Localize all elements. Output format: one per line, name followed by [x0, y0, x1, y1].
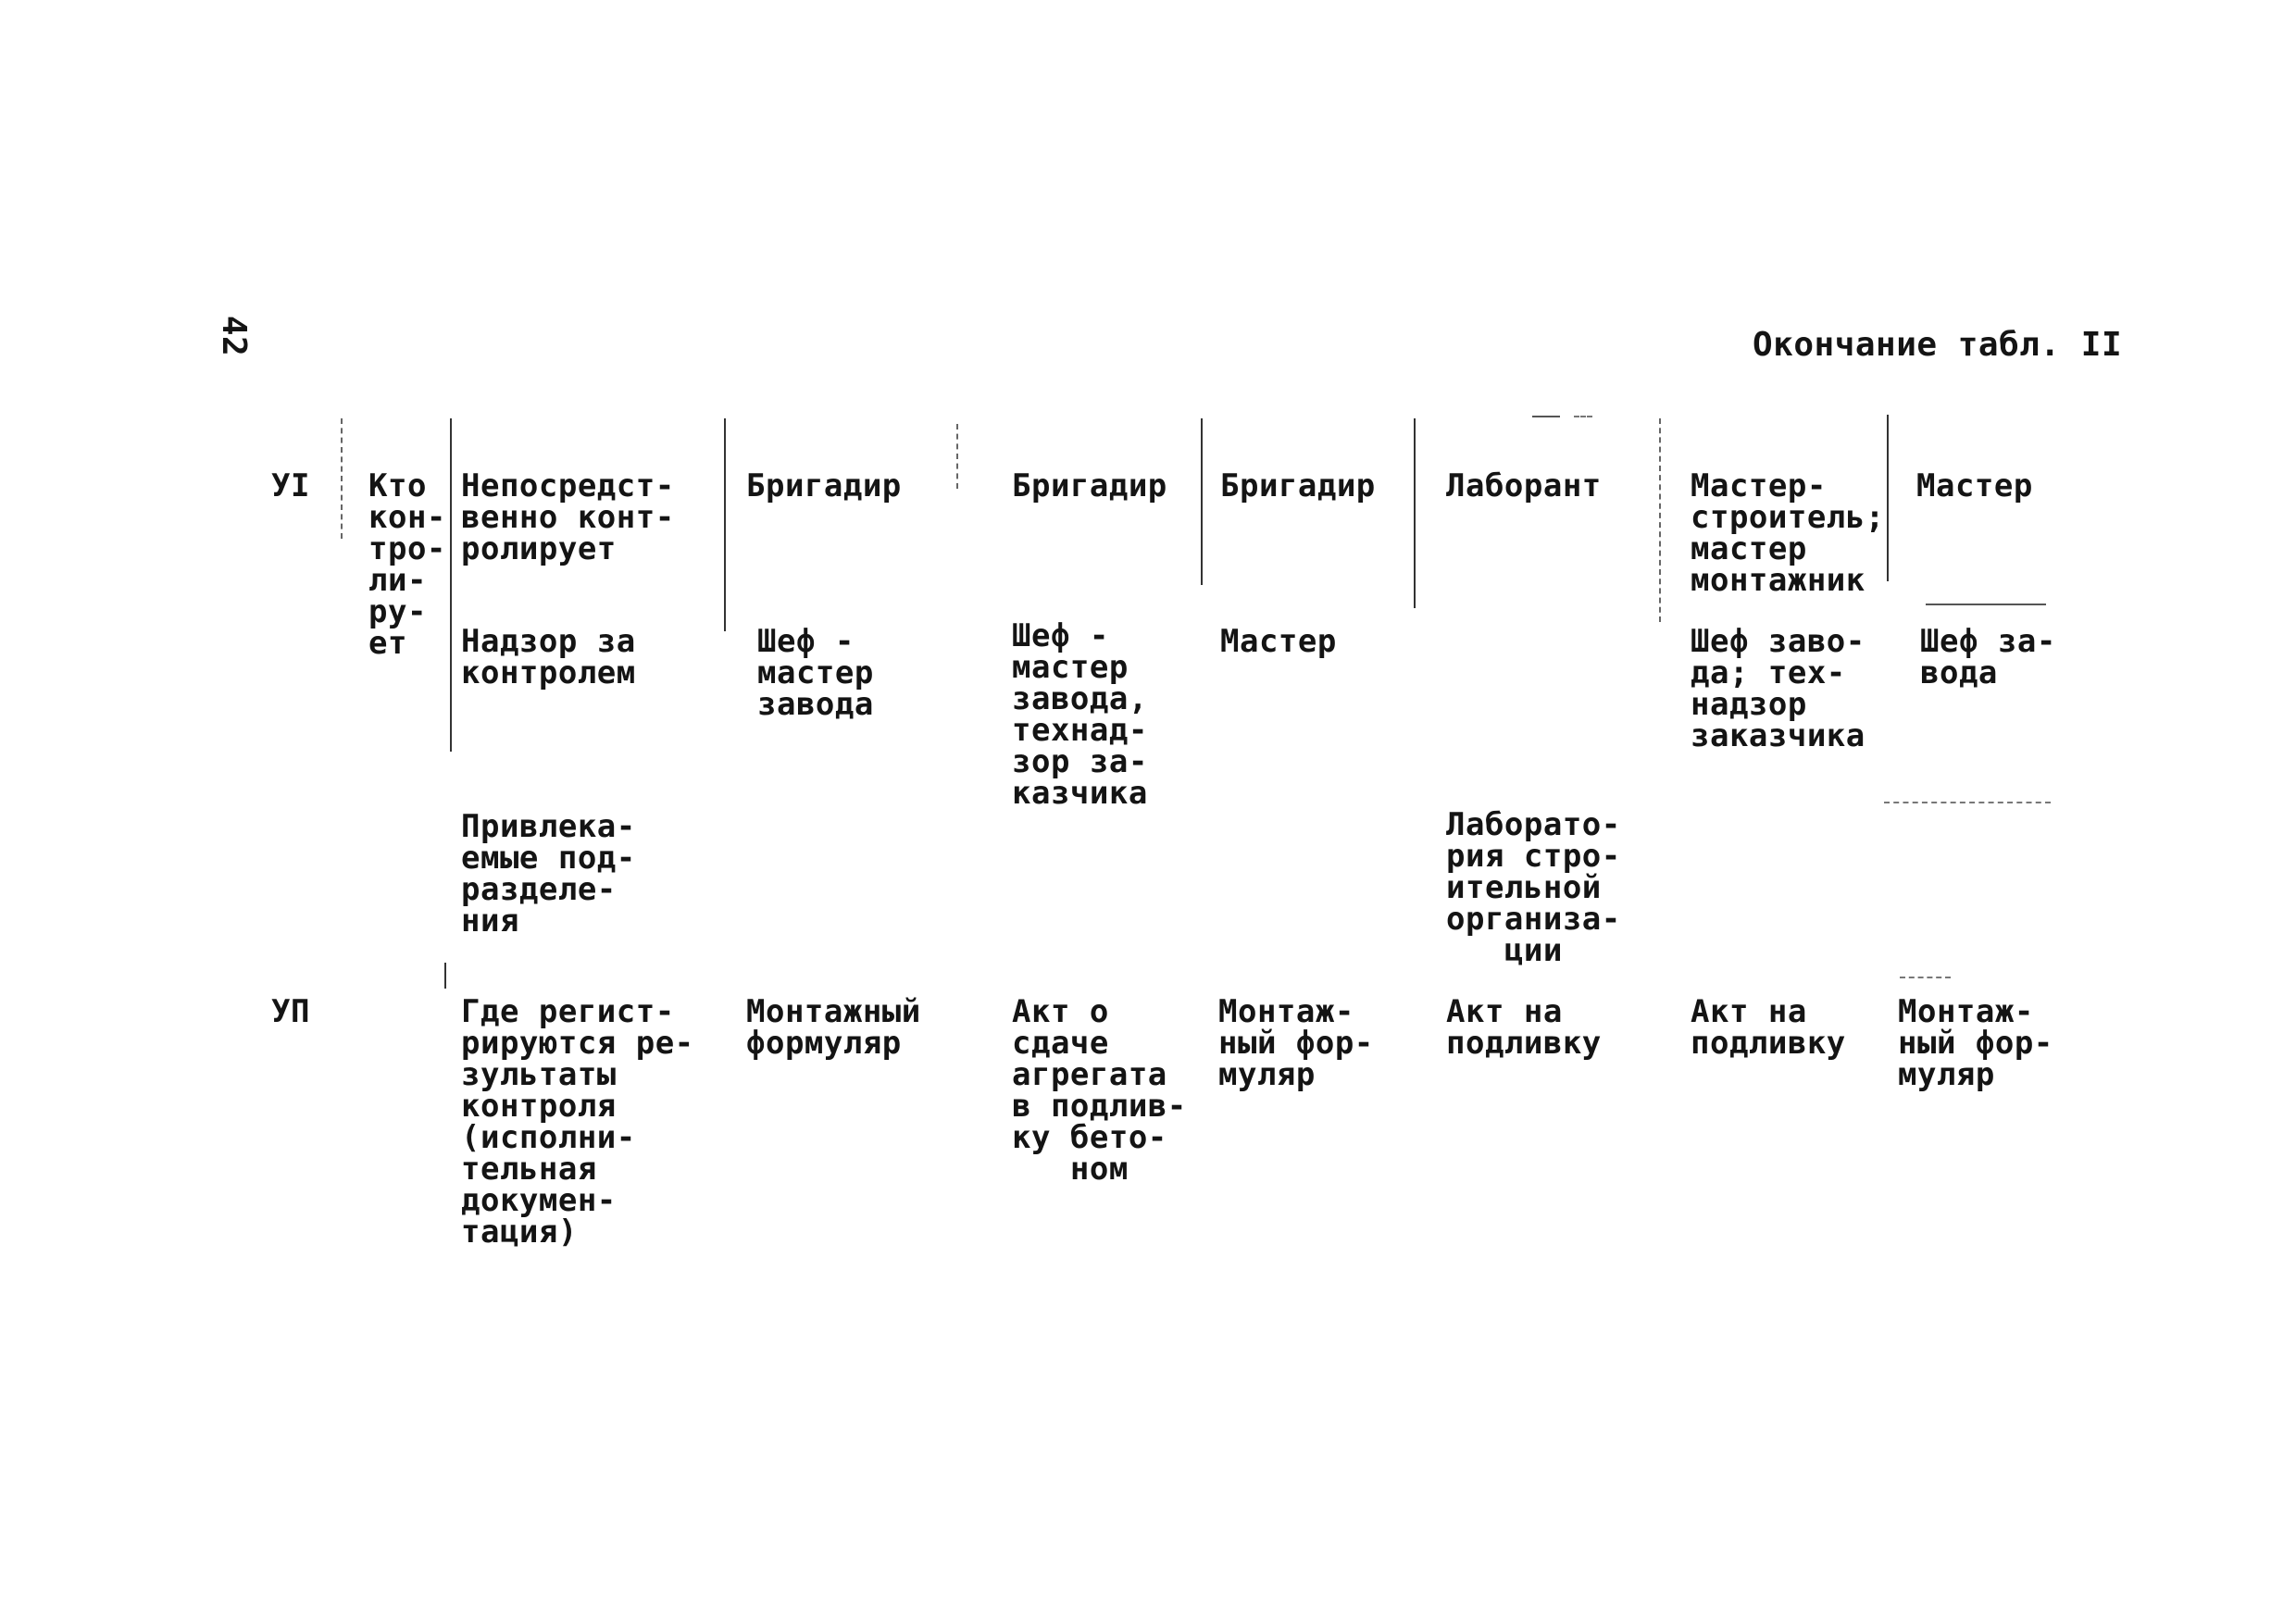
record-cell: Акт на подливку — [1691, 993, 1846, 1062]
record-cell: Монтажный формуляр — [746, 993, 921, 1062]
row-rule — [1926, 604, 2046, 605]
direct-control-cell: Бригадир — [1220, 467, 1376, 504]
supervision-label: Надзор за контролем — [461, 623, 636, 691]
supervision-cell: Шеф за- вода — [1920, 623, 2056, 691]
record-cell: Монтаж- ный фор- муляр — [1898, 993, 2053, 1093]
supervision-cell: Мастер — [1220, 623, 1337, 660]
direct-control-cell: Мастер- строитель; мастер монтажник — [1691, 467, 1885, 599]
column-rule — [1201, 418, 1203, 585]
record-cell: Монтаж- ный фор- муляр — [1218, 993, 1374, 1093]
row-rule — [1900, 977, 1951, 978]
direct-control-cell: Лаборант — [1446, 467, 1602, 504]
row-number-vi: УI — [271, 467, 310, 504]
involved-units-label: Привлека- емые под- разделе- ния — [461, 808, 636, 940]
column-rule — [724, 418, 726, 631]
table-continuation-title: Окончание табл. II — [1753, 326, 2123, 364]
rule-mark — [1532, 416, 1560, 417]
direct-control-cell: Бригадир — [746, 467, 902, 504]
column-rule — [341, 418, 343, 539]
page-number: 42 — [215, 315, 254, 357]
supervision-cell: Шеф - мастер завода — [757, 623, 874, 723]
row-vii-label: Где регист- рируются ре- зультаты контроля (исполни- тельная докумен- тация) — [461, 993, 694, 1251]
column-rule — [1887, 415, 1889, 581]
column-rule — [1414, 418, 1416, 608]
supervision-cell: Шеф - мастер завода, технад- зор за- казчика — [1012, 617, 1148, 812]
column-rule — [956, 424, 958, 489]
direct-control-cell: Бригадир — [1012, 467, 1167, 504]
row-number-vii: УП — [271, 993, 310, 1030]
involved-units-cell: Лаборато- рия стро- ительной организа- ции — [1446, 806, 1621, 969]
supervision-cell: Шеф заво- да; тех- надзор заказчика — [1691, 623, 1866, 754]
direct-control-label: Непосредст- венно конт- ролирует — [461, 467, 675, 567]
column-rule — [450, 418, 452, 752]
row-rule — [1884, 802, 2051, 803]
rule-mark — [1574, 416, 1592, 417]
record-cell: Акт на подливку — [1446, 993, 1602, 1062]
row-vi-label: Кто кон- тро- ли- ру- ет — [368, 467, 446, 662]
direct-control-cell: Мастер — [1916, 467, 2033, 504]
column-rule — [1659, 418, 1661, 622]
column-rule — [444, 963, 446, 989]
record-cell: Акт о сдаче агрегата в подлив- ку бето- ном — [1012, 993, 1187, 1188]
